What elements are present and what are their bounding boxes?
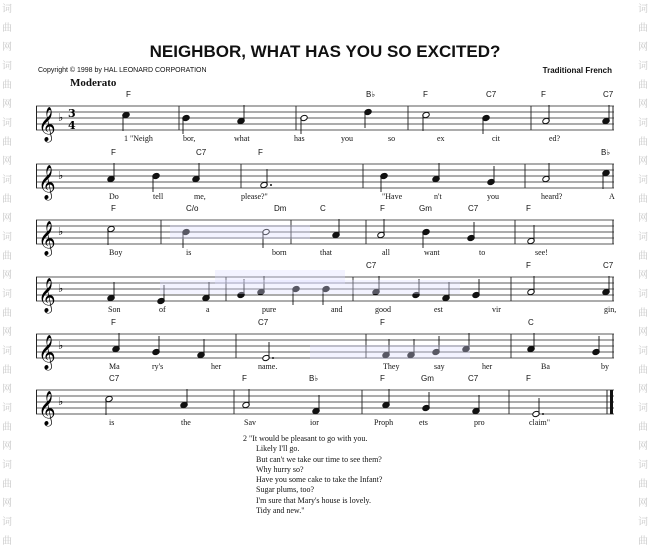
watermark-char: 曲 bbox=[2, 422, 12, 433]
lyric-syllable: ry's bbox=[152, 362, 164, 371]
final-barline bbox=[610, 390, 613, 414]
lyric-syllable: ed? bbox=[549, 134, 561, 143]
lyric-syllable: you bbox=[487, 192, 499, 201]
watermark-char: 词 bbox=[2, 118, 12, 129]
watermark-char: 网 bbox=[638, 42, 648, 53]
copyright-notice: Copyright © 1998 by HAL LEONARD CORPORATION bbox=[38, 67, 207, 74]
watermark-char: 词 bbox=[2, 517, 12, 528]
key-signature-flat-icon: ♭ bbox=[58, 395, 64, 408]
staff bbox=[36, 156, 614, 202]
watermark-char: 词 bbox=[638, 289, 648, 300]
lyric-syllable: and bbox=[331, 305, 343, 314]
treble-clef-icon: 𝄞 bbox=[38, 278, 56, 313]
watermark-char: 曲 bbox=[2, 194, 12, 205]
lyric-syllable: please?" bbox=[241, 192, 268, 201]
lyric-syllable: name. bbox=[258, 362, 278, 371]
treble-clef-icon: 𝄞 bbox=[38, 165, 56, 200]
time-signature-digit: 3 bbox=[68, 107, 76, 120]
chord-symbol: C bbox=[528, 318, 534, 327]
watermark-char: 曲 bbox=[638, 308, 648, 319]
chord-symbol: Gm bbox=[421, 374, 434, 383]
watermark-char: 网 bbox=[638, 498, 648, 509]
watermark-char: 词 bbox=[2, 61, 12, 72]
lyric-syllable: A bbox=[609, 192, 615, 201]
lyric-syllable: tell bbox=[153, 192, 164, 201]
watermark-char: 曲 bbox=[2, 137, 12, 148]
lyric-syllable: has bbox=[294, 134, 305, 143]
lyric-syllable: Proph bbox=[374, 418, 394, 427]
watermark-column-left bbox=[0, 0, 14, 557]
key-signature-flat-icon: ♭ bbox=[58, 339, 64, 352]
watermark-band bbox=[160, 280, 460, 294]
watermark-char: 词 bbox=[638, 403, 648, 414]
chord-symbol: C7 bbox=[468, 374, 479, 383]
chord-symbol: Gm bbox=[419, 204, 432, 213]
tempo-marking: Moderato bbox=[70, 77, 117, 89]
chord-symbol: C7 bbox=[258, 318, 269, 327]
key-signature-flat-icon: ♭ bbox=[58, 111, 64, 124]
chord-symbol: B♭ bbox=[309, 374, 319, 383]
watermark-char: 曲 bbox=[2, 365, 12, 376]
watermark-char: 曲 bbox=[638, 536, 648, 547]
watermark-char: 词 bbox=[638, 118, 648, 129]
verse-line: But can't we take our time to see them? bbox=[256, 454, 382, 464]
watermark-char: 曲 bbox=[2, 479, 12, 490]
lyric-syllable: 1 "Neigh bbox=[124, 134, 153, 143]
watermark-char: 网 bbox=[2, 384, 12, 395]
watermark-char: 词 bbox=[2, 289, 12, 300]
watermark-char: 曲 bbox=[638, 194, 648, 205]
watermark-char: 词 bbox=[638, 346, 648, 357]
chord-symbol: B♭ bbox=[366, 90, 376, 99]
watermark-band bbox=[310, 345, 470, 359]
watermark-char: 词 bbox=[2, 4, 12, 15]
lyric-syllable: see! bbox=[535, 248, 548, 257]
watermark-char: 网 bbox=[638, 441, 648, 452]
chord-symbol: C7 bbox=[486, 90, 497, 99]
watermark-char: 网 bbox=[2, 42, 12, 53]
lyric-syllable: Boy bbox=[109, 248, 123, 257]
treble-clef-icon: 𝄞 bbox=[38, 391, 56, 426]
watermark-char: 曲 bbox=[638, 365, 648, 376]
key-signature-flat-icon: ♭ bbox=[58, 225, 64, 238]
treble-clef-icon: 𝄞 bbox=[38, 107, 56, 142]
lyric-syllable: Do bbox=[109, 192, 119, 201]
watermark-char: 曲 bbox=[638, 23, 648, 34]
lyric-syllable: so bbox=[388, 134, 396, 143]
staff bbox=[36, 98, 614, 144]
watermark-char: 曲 bbox=[638, 80, 648, 91]
dotted-note-dot bbox=[270, 184, 272, 186]
lyric-syllable: want bbox=[424, 248, 440, 257]
watermark-char: 网 bbox=[2, 270, 12, 281]
treble-clef-icon: 𝄞 bbox=[38, 221, 56, 256]
lyric-syllable: by bbox=[601, 362, 609, 371]
lyric-syllable: Ma bbox=[109, 362, 120, 371]
verse-line: Likely I'll go. bbox=[256, 444, 300, 454]
lyric-syllable: Sav bbox=[244, 418, 256, 427]
watermark-char: 曲 bbox=[2, 308, 12, 319]
key-signature-flat-icon: ♭ bbox=[58, 169, 64, 182]
watermark-char: 网 bbox=[638, 384, 648, 395]
watermark-char: 曲 bbox=[638, 479, 648, 490]
lyric-syllable: Ba bbox=[541, 362, 550, 371]
watermark-char: 网 bbox=[638, 99, 648, 110]
watermark-char: 词 bbox=[2, 175, 12, 186]
watermark-char: 词 bbox=[638, 232, 648, 243]
lyric-syllable: what bbox=[234, 134, 250, 143]
lyric-syllable: you bbox=[341, 134, 353, 143]
watermark-char: 曲 bbox=[638, 137, 648, 148]
watermark-char: 词 bbox=[638, 4, 648, 15]
lyric-syllable: bor, bbox=[183, 134, 196, 143]
chord-symbol: F bbox=[111, 148, 116, 157]
lyric-syllable: claim" bbox=[529, 418, 551, 427]
watermark-char: 网 bbox=[2, 99, 12, 110]
chord-symbol: F bbox=[242, 374, 247, 383]
chord-symbol: F bbox=[526, 204, 531, 213]
verse-line: I'm sure that Mary's house is lovely. bbox=[256, 495, 372, 505]
watermark-char: 网 bbox=[638, 213, 648, 224]
verse-2 bbox=[243, 434, 382, 516]
lyric-syllable: Son bbox=[108, 305, 121, 314]
chord-symbol: C bbox=[320, 204, 326, 213]
lyric-syllable: est bbox=[434, 305, 443, 314]
chord-symbol: C7 bbox=[196, 148, 207, 157]
lyric-syllable: that bbox=[320, 248, 332, 257]
chord-symbol: F bbox=[380, 318, 385, 327]
lyric-syllable: cit bbox=[492, 134, 500, 143]
chord-symbol: F bbox=[526, 374, 531, 383]
watermark-char: 网 bbox=[638, 156, 648, 167]
lyric-syllable: her bbox=[211, 362, 222, 371]
watermark-char: 网 bbox=[2, 156, 12, 167]
lyric-syllable: gin, bbox=[604, 305, 617, 314]
chord-symbol: F bbox=[380, 204, 385, 213]
lyric-syllable: vir bbox=[492, 305, 501, 314]
lyric-syllable: good bbox=[375, 305, 391, 314]
lyric-syllable: the bbox=[181, 418, 191, 427]
song-title: NEIGHBOR, WHAT HAS YOU SO EXCITED? bbox=[149, 42, 501, 61]
lyric-syllable: is bbox=[109, 418, 115, 427]
watermark-char: 词 bbox=[638, 175, 648, 186]
watermark-char: 曲 bbox=[638, 422, 648, 433]
chord-symbol: F bbox=[541, 90, 546, 99]
lyric-syllable: ior bbox=[310, 418, 319, 427]
lyric-syllable: ex bbox=[437, 134, 445, 143]
chord-symbol: F bbox=[526, 261, 531, 270]
lyric-syllable: say bbox=[434, 362, 445, 371]
watermark-char: 词 bbox=[2, 232, 12, 243]
lyric-syllable: her bbox=[482, 362, 493, 371]
watermark-char: 网 bbox=[2, 213, 12, 224]
watermark-char: 曲 bbox=[2, 23, 12, 34]
chord-symbol: C/o bbox=[186, 204, 199, 213]
chord-symbol: F bbox=[258, 148, 263, 157]
chord-symbol: B♭ bbox=[601, 148, 611, 157]
lyric-syllable: "Have bbox=[382, 192, 403, 201]
attribution: Traditional French bbox=[542, 66, 612, 75]
watermark-char: 网 bbox=[2, 327, 12, 338]
staff bbox=[36, 382, 614, 428]
chord-symbol: F bbox=[380, 374, 385, 383]
lyric-syllable: born bbox=[272, 248, 287, 257]
watermark-char: 词 bbox=[638, 517, 648, 528]
lyric-syllable: me, bbox=[194, 192, 206, 201]
lyric-syllable: They bbox=[383, 362, 400, 371]
lyric-syllable: to bbox=[479, 248, 486, 257]
watermark-char: 曲 bbox=[638, 251, 648, 262]
lyric-syllable: a bbox=[206, 305, 210, 314]
watermark-column-right bbox=[636, 0, 650, 557]
chord-symbol: C7 bbox=[603, 261, 614, 270]
watermark-char: 词 bbox=[2, 460, 12, 471]
key-signature-flat-icon: ♭ bbox=[58, 282, 64, 295]
lyric-syllable: pure bbox=[262, 305, 277, 314]
chord-symbol: C7 bbox=[468, 204, 479, 213]
lyric-syllable: pro bbox=[474, 418, 485, 427]
watermark-char: 曲 bbox=[2, 80, 12, 91]
dotted-note-dot bbox=[542, 413, 544, 415]
verse-line: Sugar plums, too? bbox=[256, 485, 314, 495]
verse-line: Have you some cake to take the Infant? bbox=[256, 475, 383, 485]
chord-symbol: C7 bbox=[109, 374, 120, 383]
watermark-char: 词 bbox=[2, 346, 12, 357]
time-signature-digit: 4 bbox=[68, 119, 76, 132]
verse-line: Tidy and new." bbox=[256, 506, 305, 516]
dotted-note-dot bbox=[272, 357, 274, 359]
verse-line: Why hurry so? bbox=[256, 464, 304, 474]
chord-symbol: F bbox=[111, 204, 116, 213]
lyric-syllable: of bbox=[159, 305, 166, 314]
watermark-char: 网 bbox=[2, 498, 12, 509]
watermark-char: 词 bbox=[638, 61, 648, 72]
treble-clef-icon: 𝄞 bbox=[38, 335, 56, 370]
chord-symbol: F bbox=[423, 90, 428, 99]
lyric-syllable: is bbox=[186, 248, 192, 257]
watermark-band bbox=[170, 225, 310, 239]
lyric-syllable: all bbox=[382, 248, 390, 257]
watermark-char: 网 bbox=[638, 327, 648, 338]
chord-symbol: F bbox=[126, 90, 131, 99]
watermark-char: 词 bbox=[2, 403, 12, 414]
lyric-syllable: n't bbox=[434, 192, 442, 201]
chord-symbol: F bbox=[111, 318, 116, 327]
watermark-char: 网 bbox=[638, 270, 648, 281]
verse-line: 2 "It would be pleasant to go with you. bbox=[243, 434, 368, 443]
watermark-char: 词 bbox=[638, 460, 648, 471]
lyric-syllable: heard? bbox=[541, 192, 563, 201]
watermark-char: 网 bbox=[2, 441, 12, 452]
chord-symbol: C7 bbox=[366, 261, 377, 270]
watermark-char: 曲 bbox=[2, 536, 12, 547]
lyric-syllable: ets bbox=[419, 418, 428, 427]
watermark-char: 曲 bbox=[2, 251, 12, 262]
chord-symbol: C7 bbox=[603, 90, 614, 99]
chord-symbol: Dm bbox=[274, 204, 287, 213]
